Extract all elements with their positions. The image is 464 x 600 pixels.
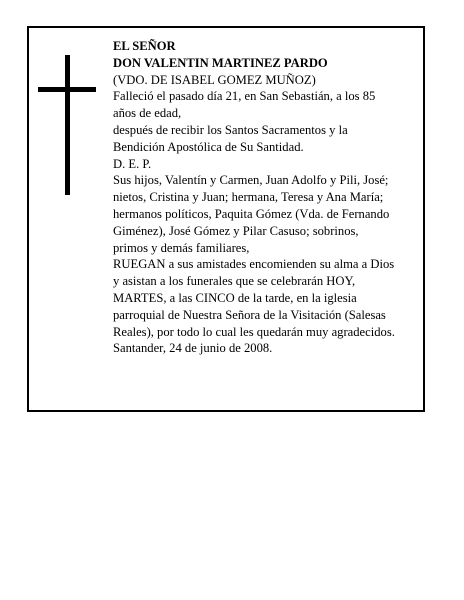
rip-line: D. E. P.	[113, 156, 152, 171]
text-line: años de edad,	[113, 106, 182, 121]
latin-cross-icon	[38, 55, 96, 195]
text-line: hermanos políticos, Paquita Gómez (Vda. de Fernando	[113, 206, 390, 221]
text-line: Falleció el pasado día 21, en San Sebastián, a los 85	[113, 89, 376, 104]
deceased-name: DON VALENTIN MARTINEZ PARDO	[113, 55, 328, 70]
text-line: Giménez), José Gómez y Pilar Casuso; sobrinos,	[113, 223, 359, 238]
text-line: parroquial de Nuestra Señora de la Visitación (Salesas	[113, 307, 386, 322]
text-line: RUEGAN a sus amistades encomienden su alma a Dios	[113, 257, 395, 272]
text-line: después de recibir los Santos Sacramentos y la	[113, 122, 348, 137]
text-line: nietos, Cristina y Juan; hermana, Teresa y Ana María;	[113, 190, 384, 205]
widower-note: (VDO. DE ISABEL GOMEZ MUÑOZ)	[113, 72, 316, 87]
text-line: y asistan a los funerales que se celebrarán HOY,	[113, 274, 356, 289]
cross-vertical-bar	[65, 55, 70, 195]
cross-horizontal-bar	[38, 87, 96, 92]
text-line: Reales), por todo lo cual les quedarán muy agradecidos.	[113, 324, 395, 339]
deceased-title: EL SEÑOR	[113, 39, 176, 53]
obituary-text	[113, 38, 423, 357]
text-line: primos y demás familiares,	[113, 240, 250, 255]
place-date-line: Santander, 24 de junio de 2008.	[113, 341, 273, 356]
text-line: Bendición Apostólica de Su Santidad.	[113, 139, 304, 154]
text-line: Sus hijos, Valentín y Carmen, Juan Adolfo y Pili, José;	[113, 173, 389, 188]
text-line: MARTES, a las CINCO de la tarde, en la iglesia	[113, 290, 357, 305]
